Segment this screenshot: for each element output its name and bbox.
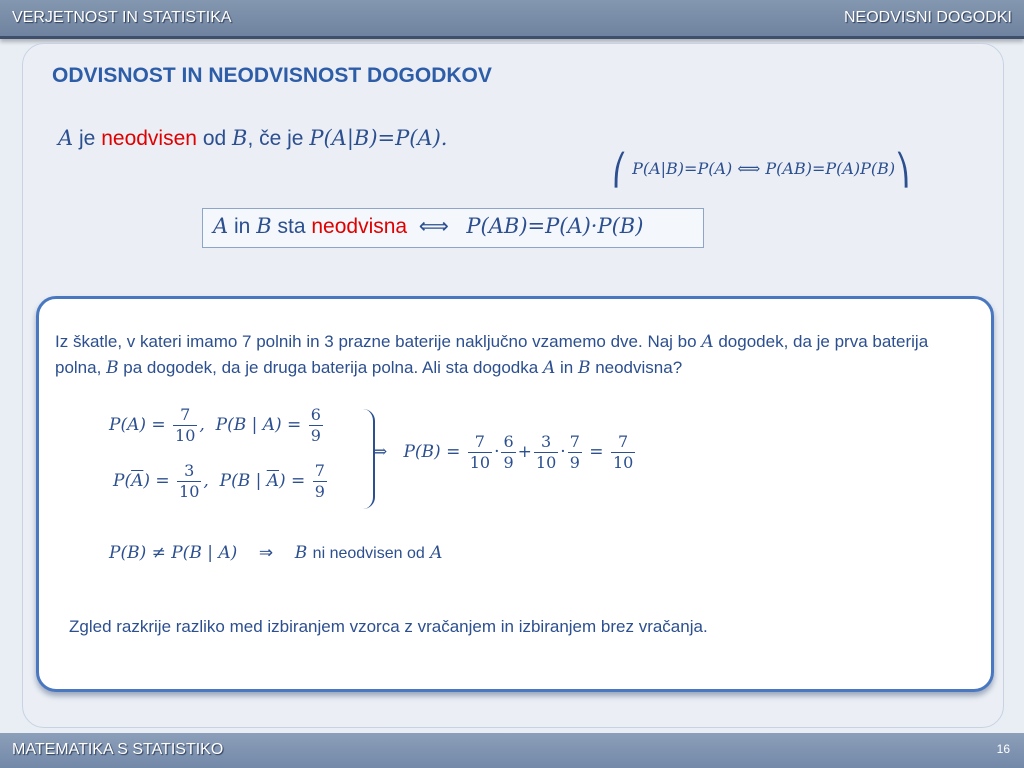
course-title: VERJETNOST IN STATISTIKA (12, 9, 232, 26)
eq-pbna-close: ) = (279, 471, 306, 491)
eq-pna-open: P( (113, 471, 132, 491)
definition-je: je (79, 127, 96, 150)
page-number: 16 (996, 742, 1010, 756)
plus-operator: + (517, 442, 532, 462)
example-box (36, 296, 994, 692)
key-sta: sta (277, 215, 306, 238)
dot-operator: · (494, 442, 500, 462)
page-title: ODVISNOST IN NEODVISNOST DOGODKOV (52, 64, 492, 87)
footer-title: MATEMATIKA S STATISTIKO (12, 741, 224, 758)
equation-pna-pbna: $P(\overline{A})$ = $\frac{3}{10}$ , P(B | $\overline{A}$) = $\frac{7}{9}$ (113, 461, 325, 501)
event-a: A (58, 126, 74, 150)
conclusion-line (109, 543, 442, 563)
definition-ce-je: , če je (247, 127, 304, 150)
equivalence-right: P(AB)=P(A)P(B) (765, 159, 896, 178)
conclusion-inequality: P(B) ≠ P(B | A) (109, 543, 238, 563)
definition-formula: P(A|B)=P(A). (309, 126, 448, 150)
eq-pbna-open: P(B | (219, 471, 267, 491)
conclusion-implies-icon: ⇒ (258, 543, 274, 563)
fraction-pbna: $\frac{7}{9}$ (314, 461, 325, 501)
problem-text-3: pa dogodek, da je druga baterija polna. Ali sta dogodka (123, 358, 539, 377)
equivalence-left: P(A|B)=P(A) (632, 159, 733, 178)
event-b: B (232, 126, 248, 150)
conclusion-event-a: A (430, 543, 443, 563)
conclusion-event-b: B (294, 543, 308, 563)
conclusion-text: ni neodvisen od (312, 545, 425, 562)
eq-pba: P(B | A) = (215, 415, 302, 435)
fraction-pba: $\frac{6}{9}$ (310, 405, 321, 445)
fraction-t1: $\frac{7}{10}$ (469, 432, 491, 472)
fraction-t2: $\frac{6}{9}$ (503, 432, 514, 472)
fraction-pna: $\frac{3}{10}$ (179, 461, 200, 501)
fraction-pa: $\frac{7}{10}$ (175, 405, 196, 445)
equivalence-arrow-icon: ⟺ (737, 159, 761, 178)
problem-in: in (559, 358, 574, 377)
key-in: in (234, 215, 251, 238)
equation-pa-pba: P(A) = $\frac{7}{10}$ , P(B | A) = $\frac{6}{9}$ (109, 405, 321, 445)
problem-text-2: dogodek, da je prva baterija polna, (55, 332, 929, 377)
eq-a-complement: $\overline{A}$ (131, 471, 144, 491)
definition-neodvisen: neodvisen (101, 127, 197, 150)
eq-pa: P(A) = (109, 415, 166, 435)
key-arrow-icon: ⟺ (418, 215, 449, 238)
fraction-result: $\frac{7}{10}$ (612, 432, 634, 472)
example-note: Zgled razkrije razliko med izbiranjem vzorca z vračanjem in izbiranjem brez vračanja. (69, 617, 708, 636)
problem-event-a: A (701, 332, 714, 352)
definition-line (58, 126, 447, 151)
key-formula: P(AB)=P(A)·P(B) (466, 214, 644, 238)
fraction-t4: $\frac{7}{9}$ (569, 432, 580, 472)
key-neodvisna: neodvisna (311, 215, 408, 238)
equals-operator: = (589, 442, 604, 462)
implies-icon: ⇒ (373, 442, 388, 462)
problem-event-a-2: A (542, 358, 556, 378)
equivalence-note (612, 153, 910, 188)
eq-a-complement-2: $\overline{A}$ (266, 471, 280, 491)
dot-operator-2: · (560, 442, 566, 462)
eq-pb: P(B) = (403, 442, 461, 462)
problem-text-1: Iz škatle, v kateri imamo 7 polnih in 3 prazne baterije naključno vzamemo dve. Naj bo (55, 332, 697, 351)
key-a: A (213, 214, 229, 238)
right-bracket-icon: ⎞ (895, 153, 911, 188)
fraction-t3: $\frac{3}{10}$ (535, 432, 557, 472)
definition-od: od (202, 127, 227, 150)
key-b: B (256, 214, 272, 238)
footer-bar (0, 733, 1024, 768)
eq-pna-close: ) = (143, 471, 170, 491)
left-bracket-icon: ⎛ (612, 153, 627, 188)
example-problem (55, 329, 979, 381)
problem-event-b-2: B (577, 358, 591, 378)
key-statement-box (202, 208, 704, 248)
section-title: NEODVISNI DOGODKI (843, 9, 1012, 26)
problem-text-4: neodvisna? (595, 358, 683, 377)
equation-total-probability (373, 432, 637, 473)
problem-event-b: B (106, 358, 119, 378)
header-bar (0, 0, 1024, 39)
